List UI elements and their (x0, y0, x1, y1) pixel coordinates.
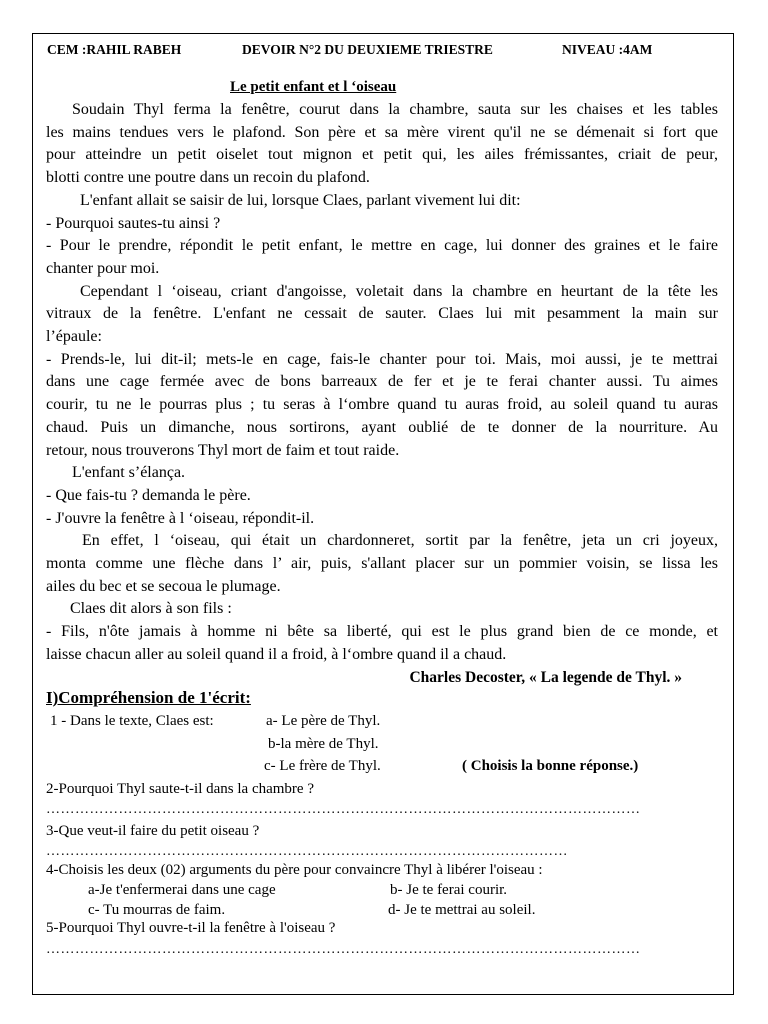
text-line: Cependant l ‘oiseau, criant d'angoisse, voletait dans la chambre en heurtant de la tête les (80, 282, 718, 300)
text-line: chaud. Puis un dimanche, nous sortirons, ayant oublié de te donner de la nourriture. Au (46, 418, 718, 436)
author-citation: Charles Decoster, « La legende de Thyl. » (409, 668, 682, 686)
q1-option-b: b-la mère de Thyl. (268, 736, 379, 752)
text-line: les mains tendues vers le plafond. Son père et sa mère virent qu'il ne se démenait si fort que (46, 123, 718, 141)
text-line: pour atteindre un petit oiselet tout mignon et petit qui, les ailes frémissantes, criait de peur, (46, 146, 718, 164)
q5-answer-line: …………………………………………………………………………………………………………… (46, 942, 641, 957)
text-line: chanter pour moi. (46, 259, 160, 277)
q4-option-b: b- Je te ferai courir. (390, 882, 508, 898)
text-line: vitraux de la fenêtre. L'enfant ne cessait de sauter. Claes lui mit pesamment la main sur (46, 305, 718, 323)
header-niveau: NIVEAU :4AM (562, 42, 653, 57)
text-line: L'enfant s’élança. (72, 464, 186, 482)
reading-text (46, 99, 718, 689)
q5-question: 5-Pourquoi Thyl ouvre-t-il la fenêtre à l'oiseau ? (46, 920, 336, 936)
text-line: - J'ouvre la fenêtre à l ‘oiseau, répondit-il. (46, 509, 315, 527)
text-line: retour, nous trouverons Thyl mort de faim et tout raide. (46, 441, 400, 459)
text-line: - Que fais-tu ? demanda le père. (46, 486, 251, 504)
text-line: dans une cage fermée avec de bons barreaux de fer et je te ferai chanter aussi. Tu aimes (46, 373, 718, 391)
text-line: - Prends-le, lui dit-il; mets-le en cage, fais-le chanter pour toi. Mais, moi aussi, je te mettrai (46, 350, 718, 368)
q4-option-a: a-Je t'enfermerai dans une cage (88, 882, 276, 898)
text-line: monta comme une flèche dans l’ air, puis, s'allant placer sur un pommier voisin, se lissa les (46, 555, 718, 573)
q1-option-c: c- Le frère de Thyl. (264, 758, 381, 774)
q1-option-a: a- Le père de Thyl. (266, 713, 381, 729)
text-line: L'enfant allait se saisir de lui, lorsque Claes, parlant vivement lui dit: (80, 191, 521, 209)
q3-answer-line: ……………………………………………………………………………………………… (46, 844, 568, 859)
header-school: CEM :RAHIL RABEH (47, 42, 182, 57)
text-line: blotti contre une poutre dans un recoin du plafond. (46, 169, 370, 187)
text-line: En effet, l ‘oiseau, qui était un chardonneret, sortit par la fenêtre, jeta un cri joyeux, (82, 532, 718, 550)
text-line: ailes du bec et se secoua le plumage. (46, 577, 281, 595)
text-line: Claes dit alors à son fils : (70, 600, 232, 618)
header-devoir: DEVOIR N°2 DU DEUXIEME TRIESTRE (242, 42, 493, 57)
section-title: I)Compréhension de 1'écrit: (46, 688, 251, 707)
text-line: courir, tu ne le pourras plus ; tu seras à l‘ombre quand tu auras froid, au soleil quand tu auras (46, 396, 718, 414)
q4-option-c: c- Tu mourras de faim. (88, 902, 226, 918)
q3-question: 3-Que veut-il faire du petit oiseau ? (46, 823, 260, 839)
q4-stem: 4-Choisis les deux (02) arguments du père pour convaincre Thyl à libérer l'oiseau : (46, 862, 543, 878)
q4-option-d: d- Je te mettrai au soleil. (388, 902, 536, 918)
q2-question: 2-Pourquoi Thyl saute-t-il dans la chambre ? (46, 781, 314, 797)
q1-stem: 1 - Dans le texte, Claes est: (50, 713, 214, 729)
q2-answer-line: …………………………………………………………………………………………………………… (46, 802, 641, 817)
text-line: - Pourquoi sautes-tu ainsi ? (46, 214, 221, 232)
text-line: laisse chacun aller au soleil quand il a froid, à l‘ombre quand il a chaud. (46, 645, 507, 663)
text-line: - Pour le prendre, répondit le petit enfant, le mettre en cage, lui donner des graines et le faire (46, 237, 718, 255)
text-title: Le petit enfant et l ‘oiseau (230, 79, 397, 95)
text-line: - Fils, n'ôte jamais à homme ni bête sa liberté, qui est le plus grand bien de ce monde, et (46, 623, 718, 641)
q1-instruction: ( Choisis la bonne réponse.) (462, 758, 639, 774)
text-line: l’épaule: (46, 328, 102, 346)
text-line: Soudain Thyl ferma la fenêtre, courut dans la chambre, sauta sur les chaises et les tables (72, 101, 718, 118)
